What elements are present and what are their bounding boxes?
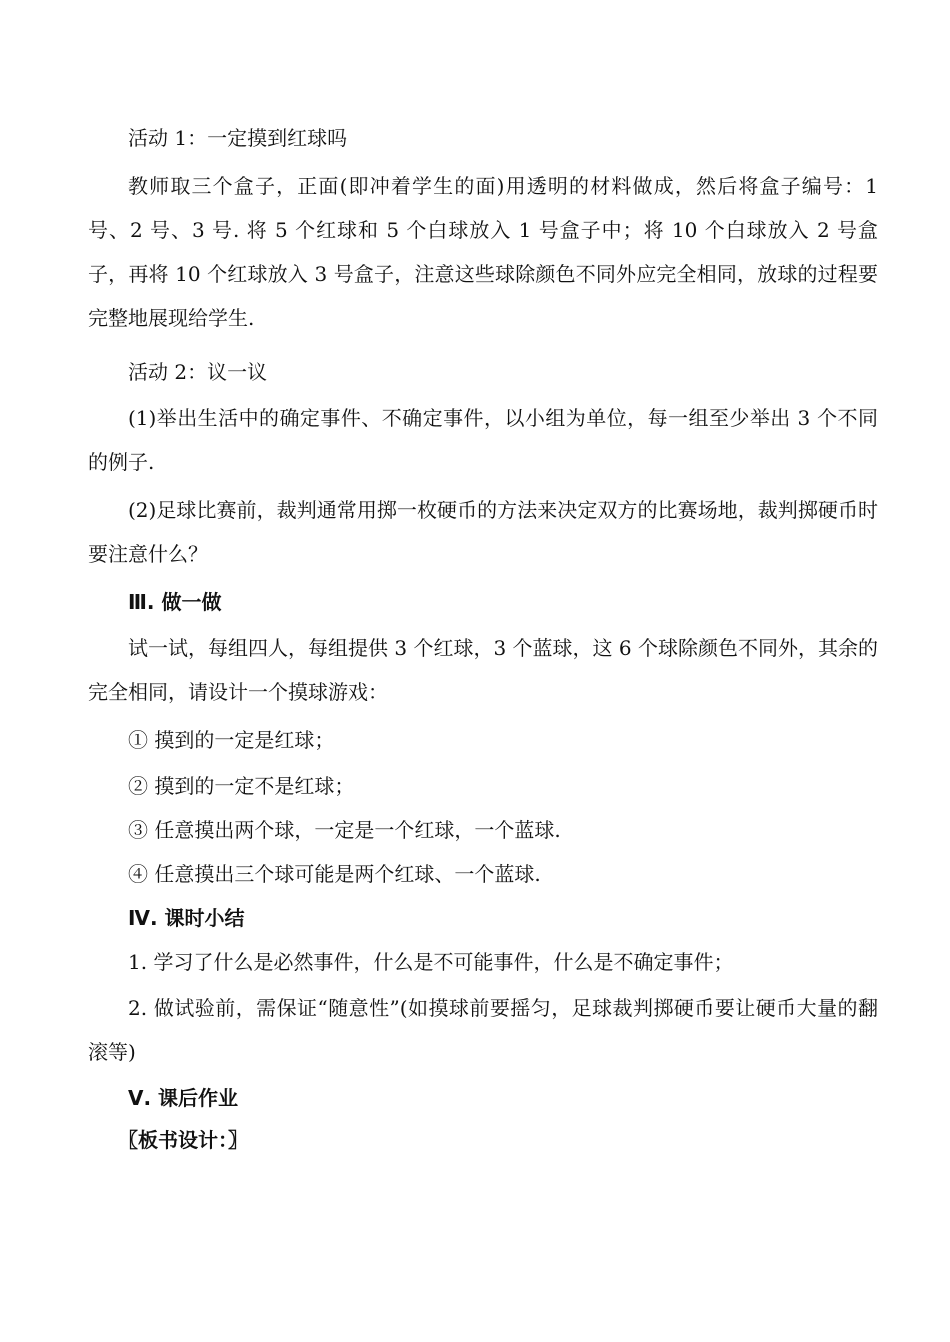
activity2-title: 活动 2：议一议	[128, 360, 268, 384]
section-4-heading: Ⅳ. 课时小结	[128, 906, 245, 930]
activity1-body: 教师取三个盒子，正面(即冲着学生的面)用透明的材料做成，然后将盒子编号：1 号、2 号、3 号. 将 5 个红球和 5 个白球放入 1 号盒子中；将 10 个白球放入 2 号盒子，再将 10 个红球放入 3 号盒子，注意这些球除颜色不同外应完全相同，放球的过程要完整地展现给学生.	[88, 174, 878, 330]
board-design-label: 〖板书设计：〗	[118, 1128, 248, 1152]
section-3-item-2: ② 摸到的一定不是红球；	[128, 774, 355, 798]
section-5-heading: Ⅴ. 课后作业	[128, 1086, 239, 1110]
activity2-item-1: (1)举出生活中的确定事件、不确定事件，以小组为单位，每一组至少举出 3 个不同的例子.	[88, 406, 878, 474]
activity2-item-2: (2)足球比赛前，裁判通常用掷一枚硬币的方法来决定双方的比赛场地，裁判掷硬币时要注意什么？	[88, 498, 878, 566]
section-3-item-1: ① 摸到的一定是红球；	[128, 728, 335, 752]
section-3-item-3: ③ 任意摸出两个球，一定是一个红球，一个蓝球.	[128, 818, 561, 842]
section-3-item-4: ④ 任意摸出三个球可能是两个红球、一个蓝球.	[128, 862, 541, 886]
section-4-item-2: 2. 做试验前，需保证“随意性”(如摸球前要摇匀，足球裁判掷硬币要让硬币大量的翻滚等)	[88, 996, 878, 1064]
section-3-heading: Ⅲ. 做一做	[128, 590, 222, 614]
activity1-title: 活动 1：一定摸到红球吗	[128, 126, 348, 150]
section-3-body: 试一试，每组四人，每组提供 3 个红球，3 个蓝球，这 6 个球除颜色不同外，其余的完全相同，请设计一个摸球游戏：	[88, 636, 878, 704]
section-4-item-1: 1. 学习了什么是必然事件，什么是不可能事件，什么是不确定事件；	[128, 950, 734, 974]
